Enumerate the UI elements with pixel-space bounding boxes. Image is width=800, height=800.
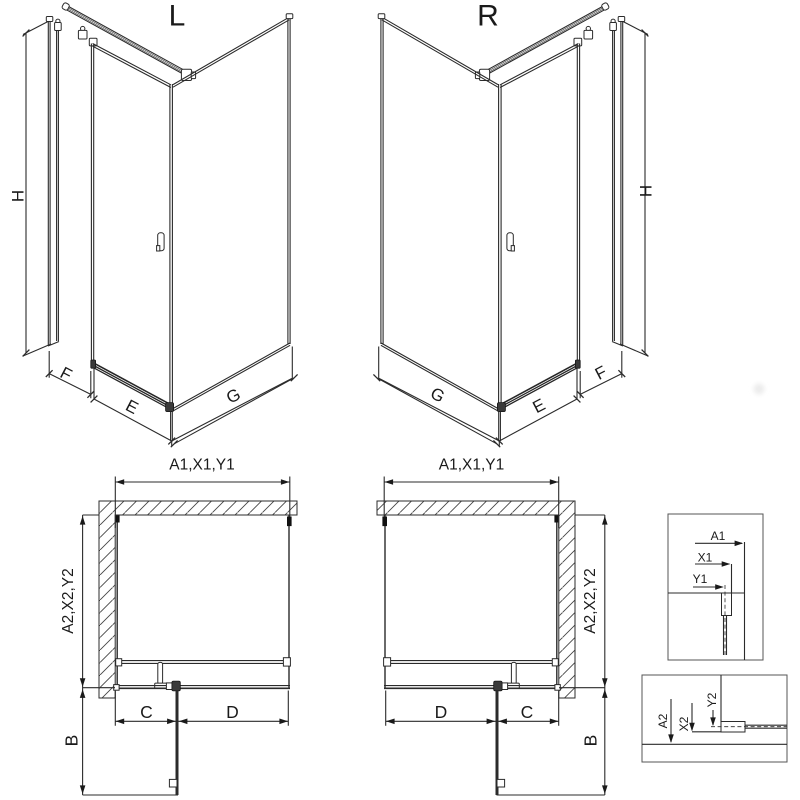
- plan-left-swing-label: B: [61, 734, 82, 747]
- dim-label-e-left: E: [122, 395, 142, 419]
- watermark-dot: [754, 384, 765, 395]
- detail-label-x2: X2: [677, 716, 691, 732]
- view-title-left: L: [168, 0, 186, 33]
- plan-right-segment-c: C: [520, 702, 534, 722]
- wall-right-plan: [377, 501, 575, 698]
- plan-right-width-label: A1,X1,Y1: [438, 456, 505, 474]
- dim-label-f-right: F: [592, 362, 610, 384]
- plan-left-segment-d: D: [226, 702, 239, 722]
- plan-left-segment-c: C: [140, 702, 153, 722]
- dim-label-g-right: G: [427, 383, 448, 407]
- dim-label-f-left: F: [57, 363, 75, 385]
- detail-label-a1: A1: [710, 529, 726, 543]
- plan-right-swing-label: B: [580, 734, 601, 747]
- detail-label-y2: Y2: [705, 692, 719, 708]
- plan-left-depth-label: A2,X2,Y2: [60, 568, 77, 634]
- detail-label-y1: Y1: [692, 572, 708, 586]
- dim-label-height-left: H: [8, 189, 28, 203]
- detail-label-x1: X1: [697, 550, 713, 565]
- plan-right-segment-d: D: [434, 702, 448, 722]
- plan-right-depth-label: A2,X2,Y2: [582, 568, 599, 634]
- dim-label-g-left: G: [223, 384, 244, 408]
- dim-label-height-right: H: [636, 184, 656, 198]
- plan-left-width-label: A1,X1,Y1: [169, 456, 235, 474]
- plan-view-left: [80, 477, 297, 796]
- wall-left-plan: [99, 501, 297, 698]
- view-title-right: R: [477, 0, 499, 33]
- detail-label-a2: A2: [656, 713, 670, 729]
- dim-label-e-right: E: [529, 394, 549, 418]
- plan-view-right: [377, 477, 608, 796]
